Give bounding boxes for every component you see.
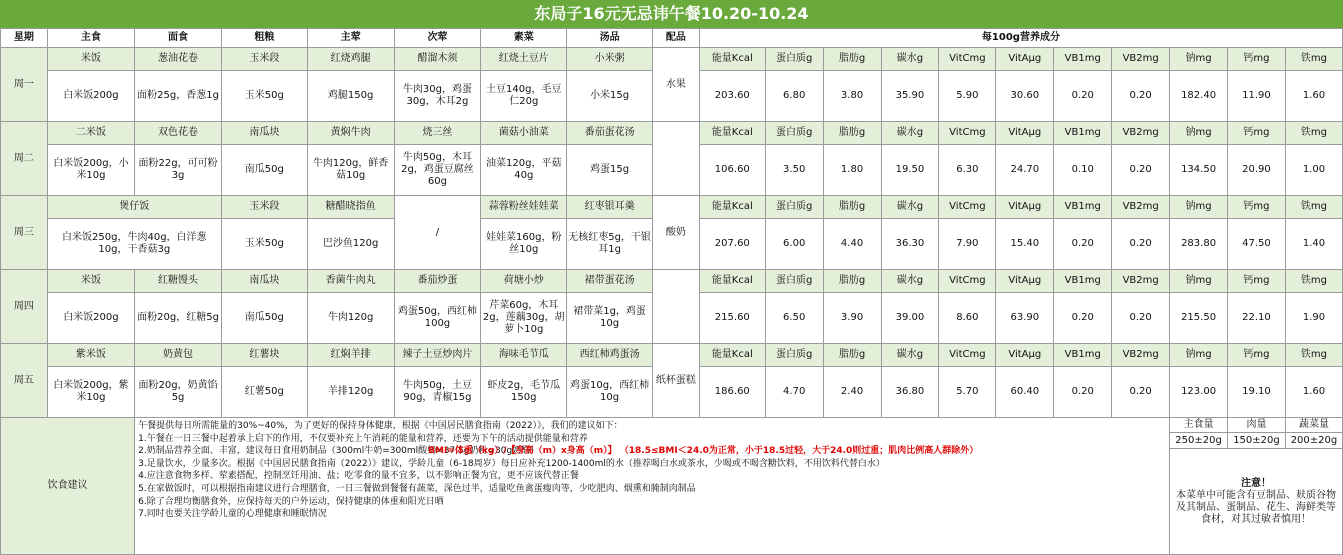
day-label: 周一 <box>1 48 48 122</box>
nutrient-label: 蛋白质g <box>765 270 823 293</box>
vegetable-dish: 蒜蓉粉丝娃娃菜 <box>481 196 567 219</box>
nutrient-label: 蛋白质g <box>765 122 823 145</box>
nutrient-label: 钙mg <box>1228 270 1286 293</box>
nutrient-label: 脂肪g <box>823 344 881 367</box>
staple-dish: 二米饭 <box>47 122 135 145</box>
nutrient-value: 60.40 <box>996 367 1054 418</box>
nutrient-value: 106.60 <box>699 145 765 196</box>
portion-value: 200±20g <box>1285 433 1342 449</box>
soup-detail: 无核红枣5g，干银耳1g <box>567 219 653 270</box>
nutrient-value: 47.50 <box>1228 219 1286 270</box>
menu-table <box>0 28 1343 555</box>
nutrient-label: 能量Kcal <box>699 196 765 219</box>
coarse-grain-detail: 红薯50g <box>221 367 307 418</box>
nutrient-label: 脂肪g <box>823 196 881 219</box>
extra-item <box>652 270 699 344</box>
nutrient-label: 铁mg <box>1285 196 1342 219</box>
nutrient-value: 39.00 <box>881 293 939 344</box>
extra-item: 酸奶 <box>652 196 699 270</box>
nutrient-label: VitCmg <box>939 270 996 293</box>
col-header: 配品 <box>652 29 699 48</box>
nutrient-value: 283.80 <box>1170 219 1228 270</box>
nutrient-value: 0.20 <box>1112 219 1170 270</box>
vegetable-dish: 海味毛节瓜 <box>481 344 567 367</box>
nutrient-label: 能量Kcal <box>699 122 765 145</box>
coarse-grain-detail: 南瓜50g <box>221 145 307 196</box>
soup-dish: 裙带蛋花汤 <box>567 270 653 293</box>
nutrient-value: 182.40 <box>1170 71 1228 122</box>
col-header: 每100g营养成分 <box>699 29 1342 48</box>
extra-item: 水果 <box>652 48 699 122</box>
main-meat-dish: 红烧鸡腿 <box>307 48 394 71</box>
main-meat-dish: 香菌牛肉丸 <box>307 270 394 293</box>
col-header: 主荤 <box>307 29 394 48</box>
coarse-grain-dish: 玉米段 <box>221 196 307 219</box>
advice-line: 6.除了合理均衡膳食外，应保持每天的户外运动，保持健康的体重和阳光日晒 <box>138 496 444 507</box>
nutrient-value: 0.20 <box>1112 71 1170 122</box>
vegetable-dish: 菌菇小油菜 <box>481 122 567 145</box>
notice-title: 注意！ <box>1241 477 1272 489</box>
day-label: 周四 <box>1 270 48 344</box>
main-meat-detail: 牛肉120g，鲜香菇10g <box>307 145 394 196</box>
nutrient-label: 钠mg <box>1170 344 1228 367</box>
nutrient-label: 能量Kcal <box>699 344 765 367</box>
vegetable-detail: 虾皮2g，毛节瓜150g <box>481 367 567 418</box>
nutrient-label: 铁mg <box>1285 344 1342 367</box>
nutrient-label: VB1mg <box>1054 48 1112 71</box>
main-meat-detail: 鸡腿150g <box>307 71 394 122</box>
nutrient-value: 1.60 <box>1285 71 1342 122</box>
nutrient-label: 钠mg <box>1170 122 1228 145</box>
nutrient-value: 186.60 <box>699 367 765 418</box>
nutrient-value: 19.10 <box>1228 367 1286 418</box>
nutrient-value: 8.60 <box>939 293 996 344</box>
side-meat-dish: / <box>394 196 481 270</box>
nutrient-value: 5.70 <box>939 367 996 418</box>
nutrient-value: 2.40 <box>823 367 881 418</box>
portion-value: 250±20g <box>1170 433 1228 449</box>
soup-detail: 小米15g <box>567 71 653 122</box>
portion-header: 主食量 <box>1170 418 1228 433</box>
nutrient-value: 0.20 <box>1054 367 1112 418</box>
menu-title: 东局子16元无忌讳午餐10.20-10.24 <box>0 0 1343 28</box>
main-meat-detail: 巴沙鱼120g <box>307 219 394 270</box>
soup-dish: 红枣银耳羹 <box>567 196 653 219</box>
advice-text <box>135 418 1170 555</box>
nutrient-label: 蛋白质g <box>765 344 823 367</box>
side-meat-detail: 牛肉30g，鸡蛋30g，木耳2g <box>394 71 481 122</box>
staple-dish: 煲仔饭 <box>47 196 221 219</box>
nutrient-label: 钠mg <box>1170 196 1228 219</box>
nutrient-label: VB2mg <box>1112 270 1170 293</box>
vegetable-dish: 荷塘小炒 <box>481 270 567 293</box>
nutrient-label: VB1mg <box>1054 270 1112 293</box>
nutrient-value: 36.80 <box>881 367 939 418</box>
advice-line: 午餐提供每日所需能量的30%~40%，为了更好的保持身体健康，根据《中国居民膳食指南（2022）》，我们的建议如下： <box>138 421 623 431</box>
nutrient-value: 1.00 <box>1285 145 1342 196</box>
vegetable-dish: 红烧土豆片 <box>481 48 567 71</box>
nutrient-value: 0.20 <box>1054 71 1112 122</box>
nutrient-value: 6.80 <box>765 71 823 122</box>
nutrient-value: 6.30 <box>939 145 996 196</box>
vegetable-detail: 芹菜60g，木耳2g，莲藕30g，胡萝卜10g <box>481 293 567 344</box>
advice-line: 3.足量饮水，少量多次。根据《中国居民膳食指南（2022）》建议，学龄儿童（6-18周岁）每日应补充1200-1400ml的水（推荐喝白水或茶水，少喝或不喝含糖饮料，不用饮料代替白水） <box>138 458 885 469</box>
nutrient-label: 钙mg <box>1228 344 1286 367</box>
nutrient-label: VB1mg <box>1054 344 1112 367</box>
nutrient-value: 203.60 <box>699 71 765 122</box>
col-header: 主食 <box>47 29 135 48</box>
main-meat-dish: 黄焖牛肉 <box>307 122 394 145</box>
nutrient-value: 3.90 <box>823 293 881 344</box>
soup-detail: 裙带菜1g，鸡蛋10g <box>567 293 653 344</box>
coarse-grain-dish: 玉米段 <box>221 48 307 71</box>
advice-line: 2.奶制品营养全面、丰富，建议每日食用奶制品（300ml牛奶=300ml酸奶=37.5g奶粉=30g奶酪） <box>138 446 540 457</box>
portion-header: 蔬菜量 <box>1285 418 1342 433</box>
nutrient-value: 22.10 <box>1228 293 1286 344</box>
coarse-grain-detail: 南瓜50g <box>221 293 307 344</box>
nutrient-value: 0.10 <box>1054 145 1112 196</box>
nutrient-value: 35.90 <box>881 71 939 122</box>
soup-detail: 鸡蛋10g，西红柿10g <box>567 367 653 418</box>
nutrient-label: 钠mg <box>1170 48 1228 71</box>
col-header: 面食 <box>135 29 222 48</box>
nutrient-value: 24.70 <box>996 145 1054 196</box>
advice-line: 7.同时也要关注学龄儿童的心理健康和睡眠情况 <box>138 509 327 520</box>
pastry-dish: 葱油花卷 <box>135 48 222 71</box>
staple-detail: 白米饭200g，紫米10g <box>47 367 135 418</box>
nutrient-label: 脂肪g <box>823 122 881 145</box>
day-label: 周二 <box>1 122 48 196</box>
coarse-grain-detail: 玉米50g <box>221 219 307 270</box>
pastry-detail: 面粉20g，红糖5g <box>135 293 222 344</box>
soup-dish: 小米粥 <box>567 48 653 71</box>
nutrient-label: 碳水g <box>881 122 939 145</box>
nutrient-value: 0.20 <box>1112 293 1170 344</box>
col-header: 汤品 <box>567 29 653 48</box>
staple-detail: 白米饭200g，小米10g <box>47 145 135 196</box>
nutrient-value: 0.20 <box>1112 145 1170 196</box>
vegetable-detail: 油菜120g，平菇40g <box>481 145 567 196</box>
nutrient-label: 碳水g <box>881 196 939 219</box>
nutrient-value: 3.50 <box>765 145 823 196</box>
extra-item <box>652 122 699 196</box>
nutrient-label: 钠mg <box>1170 270 1228 293</box>
coarse-grain-dish: 南瓜块 <box>221 122 307 145</box>
nutrient-label: 钙mg <box>1228 122 1286 145</box>
staple-dish: 米饭 <box>47 270 135 293</box>
nutrient-value: 6.50 <box>765 293 823 344</box>
pastry-detail: 面粉22g，可可粉3g <box>135 145 222 196</box>
nutrient-value: 207.60 <box>699 219 765 270</box>
notice-text: 本菜单中可能含有豆制品、麸质谷物及其制品、蛋制品、花生、海鲜类等食材，对其过敏者慎用！ <box>1176 489 1337 525</box>
nutrient-label: VitAμg <box>996 196 1054 219</box>
allergy-notice <box>1170 449 1343 555</box>
staple-detail: 白米饭200g <box>47 71 135 122</box>
nutrient-value: 11.90 <box>1228 71 1286 122</box>
side-meat-dish: 醋溜木须 <box>394 48 481 71</box>
extra-item: 纸杯蛋糕 <box>652 344 699 418</box>
portion-header: 肉量 <box>1228 418 1286 433</box>
coarse-grain-detail: 玉米50g <box>221 71 307 122</box>
nutrient-label: 碳水g <box>881 48 939 71</box>
nutrient-value: 123.00 <box>1170 367 1228 418</box>
staple-dish: 紫米饭 <box>47 344 135 367</box>
nutrient-label: 蛋白质g <box>765 196 823 219</box>
nutrient-label: VitAμg <box>996 48 1054 71</box>
side-meat-dish: 番茄炒蛋 <box>394 270 481 293</box>
main-meat-detail: 牛肉120g <box>307 293 394 344</box>
nutrient-value: 134.50 <box>1170 145 1228 196</box>
soup-detail: 鸡蛋15g <box>567 145 653 196</box>
nutrient-value: 3.80 <box>823 71 881 122</box>
nutrient-label: VB2mg <box>1112 344 1170 367</box>
nutrient-label: 钙mg <box>1228 48 1286 71</box>
nutrient-value: 0.20 <box>1054 219 1112 270</box>
nutrient-label: VitCmg <box>939 48 996 71</box>
col-header: 素菜 <box>481 29 567 48</box>
bmi-formula: BMI=体重（kg）/【身高（m）x身高（m）】 （18.5≤BMI＜24.0为正常，小于18.5过轻，大于24.0则过重；肌肉比例高人群除外） <box>428 446 979 457</box>
nutrient-label: 脂肪g <box>823 270 881 293</box>
nutrient-label: 铁mg <box>1285 48 1342 71</box>
nutrient-label: VitAμg <box>996 122 1054 145</box>
col-header: 星期 <box>1 29 48 48</box>
nutrient-label: VitCmg <box>939 122 996 145</box>
staple-dish: 米饭 <box>47 48 135 71</box>
nutrient-label: 脂肪g <box>823 48 881 71</box>
nutrient-value: 36.30 <box>881 219 939 270</box>
vegetable-detail: 土豆140g，毛豆仁20g <box>481 71 567 122</box>
side-meat-dish: 辣子土豆炒肉片 <box>394 344 481 367</box>
soup-dish: 西红柿鸡蛋汤 <box>567 344 653 367</box>
nutrient-value: 5.90 <box>939 71 996 122</box>
soup-dish: 番茄蛋花汤 <box>567 122 653 145</box>
col-header: 粗粮 <box>221 29 307 48</box>
nutrient-value: 20.90 <box>1228 145 1286 196</box>
nutrient-label: VB2mg <box>1112 48 1170 71</box>
pastry-dish: 双色花卷 <box>135 122 222 145</box>
portion-value: 150±20g <box>1228 433 1286 449</box>
nutrient-label: 蛋白质g <box>765 48 823 71</box>
main-meat-detail: 羊排120g <box>307 367 394 418</box>
staple-detail: 白米饭250g，牛肉40g，白洋葱10g，干香菇3g <box>47 219 221 270</box>
advice-line: 5.在家做饭时，可以根据指南建议进行合理膳食，一日三餐做到餐餐有蔬菜，深色过半，适量吃鱼禽蛋瘦肉等，少吃肥肉、烟熏和腌制肉制品 <box>138 483 696 494</box>
nutrient-label: 碳水g <box>881 270 939 293</box>
nutrient-value: 215.60 <box>699 293 765 344</box>
pastry-dish: 红糖馒头 <box>135 270 222 293</box>
nutrient-value: 1.90 <box>1285 293 1342 344</box>
vegetable-detail: 娃娃菜160g，粉丝10g <box>481 219 567 270</box>
nutrient-value: 0.20 <box>1112 367 1170 418</box>
nutrient-value: 1.60 <box>1285 367 1342 418</box>
nutrient-label: VB2mg <box>1112 196 1170 219</box>
nutrient-value: 7.90 <box>939 219 996 270</box>
nutrient-value: 1.40 <box>1285 219 1342 270</box>
side-meat-dish: 烧三丝 <box>394 122 481 145</box>
side-meat-detail: 鸡蛋50g，西红柿100g <box>394 293 481 344</box>
nutrient-label: 能量Kcal <box>699 48 765 71</box>
nutrient-value: 6.00 <box>765 219 823 270</box>
main-meat-dish: 红焖羊排 <box>307 344 394 367</box>
main-meat-dish: 糖醋晓指鱼 <box>307 196 394 219</box>
nutrient-value: 4.40 <box>823 219 881 270</box>
pastry-detail: 面粉25g，香葱1g <box>135 71 222 122</box>
nutrient-value: 0.20 <box>1054 293 1112 344</box>
coarse-grain-dish: 红薯块 <box>221 344 307 367</box>
coarse-grain-dish: 南瓜块 <box>221 270 307 293</box>
day-label: 周三 <box>1 196 48 270</box>
nutrient-label: VitAμg <box>996 270 1054 293</box>
nutrient-value: 63.90 <box>996 293 1054 344</box>
nutrient-value: 15.40 <box>996 219 1054 270</box>
nutrient-label: VitCmg <box>939 196 996 219</box>
side-meat-detail: 牛肉50g，土豆90g，青椒15g <box>394 367 481 418</box>
pastry-detail: 面粉20g，奶黄馅5g <box>135 367 222 418</box>
nutrient-label: VB1mg <box>1054 196 1112 219</box>
nutrient-label: VitCmg <box>939 344 996 367</box>
nutrient-value: 4.70 <box>765 367 823 418</box>
side-meat-detail: 牛肉50g，木耳2g，鸡蛋豆腐丝60g <box>394 145 481 196</box>
nutrient-label: 钙mg <box>1228 196 1286 219</box>
nutrient-label: 能量Kcal <box>699 270 765 293</box>
advice-line: 1.午餐在一日三餐中起着承上启下的作用，不仅要补充上午消耗的能量和营养，还要为下午的活动提供能量和营养 <box>138 433 588 444</box>
nutrient-label: VB2mg <box>1112 122 1170 145</box>
nutrient-value: 1.80 <box>823 145 881 196</box>
nutrient-label: 铁mg <box>1285 122 1342 145</box>
nutrient-value: 19.50 <box>881 145 939 196</box>
nutrient-label: VitAμg <box>996 344 1054 367</box>
nutrient-value: 215.50 <box>1170 293 1228 344</box>
pastry-dish: 奶黄包 <box>135 344 222 367</box>
day-label: 周五 <box>1 344 48 418</box>
staple-detail: 白米饭200g <box>47 293 135 344</box>
advice-label: 饮食建议 <box>1 418 135 555</box>
col-header: 次荤 <box>394 29 481 48</box>
nutrient-label: 碳水g <box>881 344 939 367</box>
nutrient-label: 铁mg <box>1285 270 1342 293</box>
nutrient-label: VB1mg <box>1054 122 1112 145</box>
nutrient-value: 30.60 <box>996 71 1054 122</box>
advice-line: 4.应注意食物多样、荤素搭配，控制烹饪用油、盐；吃零食的量不宜多，以不影响正餐为宜，更不应该代替正餐 <box>138 471 579 482</box>
